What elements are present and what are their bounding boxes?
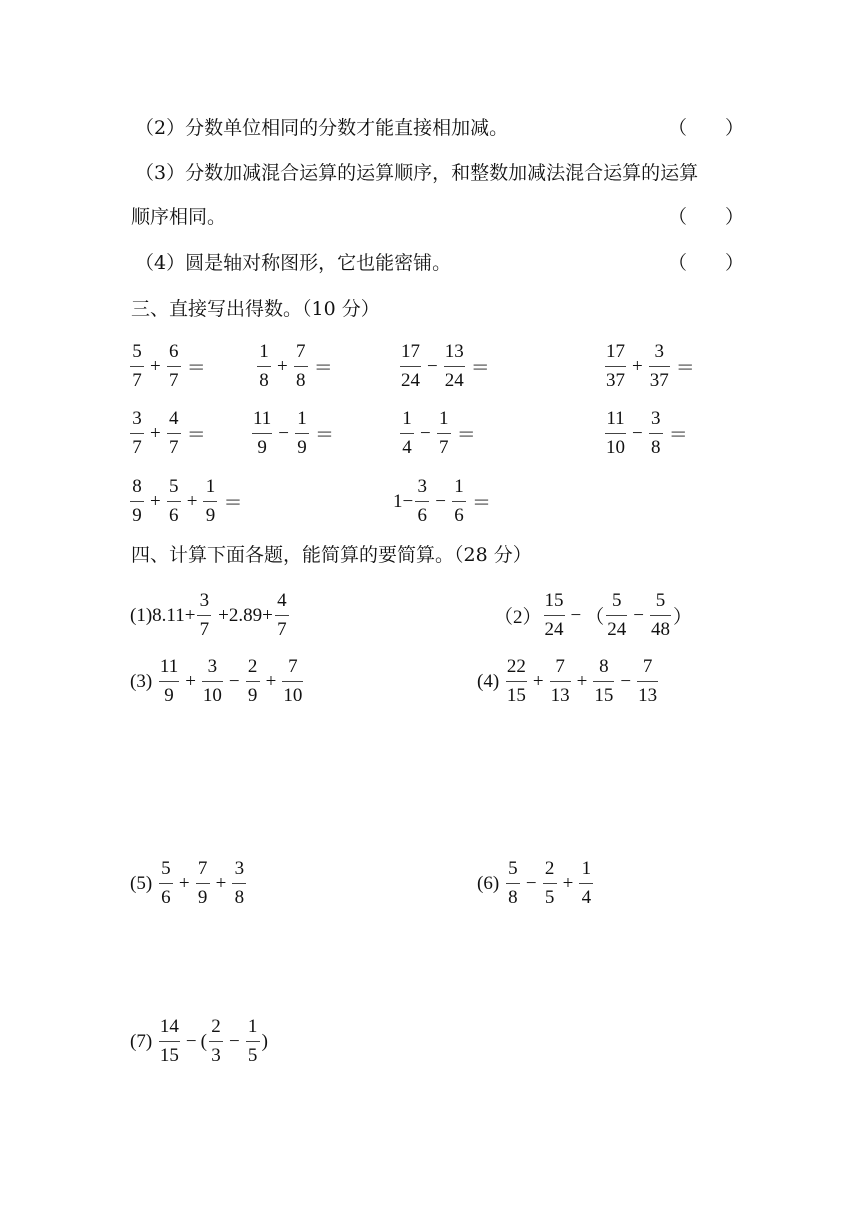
operator: −: [228, 670, 240, 692]
denominator: 15: [159, 1045, 179, 1066]
denominator: 6: [161, 887, 171, 908]
fraction-bar: [167, 366, 181, 367]
numerator: 2: [211, 1016, 221, 1037]
fraction: [649, 408, 663, 459]
expression-text: （: [585, 607, 605, 628]
numerator: 4: [168, 408, 179, 429]
oral-problem: [128, 408, 210, 459]
numerator: 11: [253, 408, 272, 429]
expression-text: (7): [130, 1030, 157, 1052]
operator: +: [150, 355, 161, 377]
operator: −: [427, 355, 438, 377]
oral-problem: [398, 341, 494, 392]
denominator: 6: [168, 505, 179, 526]
oral-problem: [128, 476, 246, 527]
fraction: [257, 341, 271, 392]
denominator: 4: [402, 437, 412, 458]
operator: ＝: [223, 493, 243, 514]
fraction: [415, 476, 429, 527]
numerator: 14: [159, 1016, 179, 1037]
fraction: [650, 590, 671, 641]
fraction: [605, 341, 626, 392]
fraction-bar: [593, 681, 614, 682]
fraction: [452, 476, 466, 527]
numerator: 5: [132, 341, 142, 362]
numerator: 1: [581, 858, 592, 879]
numerator: 7: [555, 656, 565, 677]
fraction-bar: [637, 681, 658, 682]
fraction: [209, 1016, 223, 1067]
fraction: [130, 476, 144, 527]
operator: −: [185, 1030, 197, 1052]
operator: +: [178, 872, 190, 894]
calc-problem-1: [130, 590, 291, 641]
denominator: 9: [297, 437, 307, 458]
operator: −: [633, 604, 644, 626]
numerator: 3: [650, 408, 661, 429]
denominator: 6: [454, 505, 464, 526]
expression-text: 1−: [393, 490, 414, 512]
oral-problem: [603, 341, 699, 392]
fraction-bar: [605, 433, 626, 434]
calc-problem-4: [477, 656, 660, 707]
calc-problem-2: [494, 590, 692, 641]
fraction-bar: [294, 366, 308, 367]
fraction-bar: [649, 366, 670, 367]
denominator: 9: [247, 685, 258, 706]
fraction-bar: [295, 433, 309, 434]
fraction: [400, 408, 414, 459]
oral-problem: [393, 476, 495, 527]
operator: +: [576, 670, 588, 692]
fraction: [130, 341, 144, 392]
fraction-bar: [415, 501, 429, 502]
operator: +: [532, 670, 544, 692]
fraction: [606, 590, 627, 641]
fraction: [605, 408, 626, 459]
fraction: [167, 476, 181, 527]
fraction-bar: [649, 433, 663, 434]
numerator: 5: [655, 590, 666, 611]
fraction: [202, 656, 223, 707]
numerator: 3: [654, 341, 664, 362]
fraction: [130, 408, 144, 459]
denominator: 9: [197, 887, 208, 908]
answer-paren-2[interactable]: （ ）: [668, 117, 745, 139]
fraction-bar: [605, 366, 626, 367]
numerator: 13: [444, 341, 464, 362]
operator: ＝: [471, 493, 491, 514]
numerator: 7: [642, 656, 653, 677]
expression-text: （2）: [494, 607, 542, 628]
fraction: [506, 858, 520, 909]
fraction: [649, 341, 670, 392]
denominator: 6: [417, 505, 427, 526]
numerator: 7: [197, 858, 208, 879]
denominator: 7: [168, 370, 179, 391]
denominator: 7: [132, 370, 142, 391]
operator: +: [150, 490, 161, 512]
expression-text: (6): [477, 872, 504, 894]
denominator: 8: [650, 437, 661, 458]
operator: −: [278, 422, 290, 444]
fraction-bar: [544, 615, 565, 616]
operator: ＝: [470, 358, 490, 379]
denominator: 9: [164, 685, 174, 706]
numerator: 5: [612, 590, 622, 611]
numerator: 5: [161, 858, 171, 879]
denominator: 3: [211, 1045, 221, 1066]
fraction-bar: [452, 501, 466, 502]
fraction-bar: [246, 681, 260, 682]
denominator: 4: [581, 887, 592, 908]
fraction-bar: [130, 501, 144, 502]
operator: +: [265, 670, 277, 692]
numerator: 1: [205, 476, 216, 497]
oral-problem: [398, 408, 480, 459]
fraction: [593, 656, 614, 707]
denominator: 5: [247, 1045, 258, 1066]
numerator: 5: [168, 476, 179, 497]
operator: ＝: [456, 425, 476, 446]
fraction: [159, 1016, 180, 1067]
operator: +: [186, 490, 198, 512]
operator: −: [620, 670, 632, 692]
fraction-bar: [167, 501, 181, 502]
operator: ＝: [315, 425, 335, 446]
numerator: 6: [168, 341, 179, 362]
numerator: 11: [606, 408, 625, 429]
fraction-bar: [232, 883, 246, 884]
denominator: 24: [607, 619, 627, 640]
fraction: [437, 408, 451, 459]
operator: −: [420, 422, 431, 444]
operator: ＝: [313, 358, 333, 379]
expression-text: ）: [672, 607, 692, 628]
expression-text: (: [200, 1030, 207, 1052]
denominator: 13: [638, 685, 658, 706]
fraction: [506, 656, 527, 707]
calc-problem-3: [130, 656, 305, 707]
oral-problem: [128, 341, 210, 392]
fraction: [282, 656, 303, 707]
fraction-bar: [606, 615, 627, 616]
fraction: [444, 341, 465, 392]
fraction: [167, 408, 181, 459]
oral-problem: [603, 408, 692, 459]
expression-text: (3): [130, 670, 157, 692]
operator: +: [185, 670, 196, 692]
calc-problem-7: [130, 1016, 268, 1067]
fraction: [159, 656, 179, 707]
numerator: 1: [438, 408, 449, 429]
fraction: [275, 590, 289, 641]
fraction-bar: [550, 681, 571, 682]
oral-problem: [250, 408, 338, 459]
numerator: 3: [417, 476, 427, 497]
numerator: 3: [207, 656, 218, 677]
fraction: [252, 408, 272, 459]
expression-text: (5): [130, 872, 157, 894]
fraction: [400, 341, 421, 392]
numerator: 2: [544, 858, 555, 879]
operator: −: [435, 490, 446, 512]
fraction: [550, 656, 571, 707]
fraction-bar: [275, 615, 289, 616]
denominator: 37: [649, 370, 669, 391]
fraction-bar: [506, 681, 527, 682]
fraction-bar: [252, 433, 272, 434]
numerator: 1: [259, 341, 269, 362]
numerator: 8: [132, 476, 142, 497]
numerator: 17: [401, 341, 420, 362]
numerator: 7: [295, 341, 306, 362]
fraction: [232, 858, 246, 909]
fraction-bar: [579, 883, 593, 884]
numerator: 1: [454, 476, 464, 497]
denominator: 24: [401, 370, 420, 391]
fraction: [544, 590, 565, 641]
fraction-bar: [543, 883, 557, 884]
answer-paren-3[interactable]: （ ）: [668, 206, 745, 228]
operator: ＝: [675, 358, 695, 379]
calc-problem-6: [477, 858, 595, 909]
operator: −: [570, 604, 582, 626]
fraction: [246, 656, 260, 707]
fraction: [203, 476, 217, 527]
denominator: 9: [132, 505, 142, 526]
operator: +: [277, 355, 288, 377]
denominator: 8: [259, 370, 269, 391]
numerator: 1: [247, 1016, 258, 1037]
numerator: 7: [288, 656, 298, 677]
fraction: [295, 408, 309, 459]
denominator: 13: [550, 685, 570, 706]
fraction-bar: [130, 366, 144, 367]
fraction-bar: [400, 433, 414, 434]
fraction-bar: [130, 433, 144, 434]
operator: −: [632, 422, 643, 444]
denominator: 7: [168, 437, 179, 458]
judge-item-4: （4）圆是轴对称图形，它也能密铺。: [135, 252, 452, 274]
fraction: [167, 341, 181, 392]
denominator: 7: [438, 437, 449, 458]
denominator: 10: [202, 685, 222, 706]
numerator: 17: [606, 341, 625, 362]
numerator: 22: [506, 656, 526, 677]
fraction-bar: [257, 366, 271, 367]
fraction-bar: [282, 681, 303, 682]
denominator: 7: [277, 619, 287, 640]
denominator: 9: [205, 505, 216, 526]
judge-item-3-cont: 顺序相同。: [131, 206, 227, 228]
expression-text: (1)8.11+: [130, 604, 196, 626]
operator: ＝: [186, 425, 206, 446]
denominator: 8: [295, 370, 306, 391]
operator: −: [228, 1030, 240, 1052]
numerator: 3: [234, 858, 245, 879]
numerator: 3: [199, 590, 210, 611]
fraction-bar: [246, 1041, 260, 1042]
operator: +: [562, 872, 574, 894]
section4-title: 四、计算下面各题，能简算的要简算。（28 分）: [131, 544, 532, 566]
fraction-bar: [167, 433, 181, 434]
fraction: [196, 858, 210, 909]
operator: ＝: [186, 358, 206, 379]
judge-item-2: （2）分数单位相同的分数才能直接相加减。: [135, 117, 509, 139]
numerator: 4: [277, 590, 287, 611]
denominator: 5: [544, 887, 555, 908]
denominator: 37: [606, 370, 625, 391]
numerator: 11: [159, 656, 179, 677]
denominator: 15: [506, 685, 526, 706]
fraction-bar: [650, 615, 671, 616]
fraction-bar: [400, 366, 421, 367]
fraction-bar: [196, 883, 210, 884]
fraction-bar: [159, 883, 173, 884]
answer-paren-4[interactable]: （ ）: [668, 252, 745, 274]
denominator: 7: [199, 619, 210, 640]
denominator: 24: [444, 370, 464, 391]
fraction-bar: [197, 615, 211, 616]
operator: +: [215, 872, 227, 894]
fraction-bar: [506, 883, 520, 884]
operator: −: [525, 872, 537, 894]
fraction-bar: [437, 433, 451, 434]
fraction-bar: [159, 681, 179, 682]
denominator: 9: [257, 437, 267, 458]
fraction-bar: [209, 1041, 223, 1042]
numerator: 15: [544, 590, 564, 611]
operator: +: [150, 422, 161, 444]
numerator: 2: [247, 656, 258, 677]
numerator: 8: [599, 656, 609, 677]
expression-text: ): [261, 1030, 268, 1052]
fraction-bar: [159, 1041, 180, 1042]
fraction-bar: [203, 501, 217, 502]
fraction: [159, 858, 173, 909]
operator: +: [632, 355, 643, 377]
denominator: 8: [508, 887, 518, 908]
fraction: [543, 858, 557, 909]
denominator: 24: [544, 619, 564, 640]
fraction: [637, 656, 658, 707]
fraction-bar: [202, 681, 223, 682]
numerator: 3: [132, 408, 142, 429]
expression-text: +2.89+: [213, 604, 273, 626]
operator: ＝: [668, 425, 688, 446]
fraction: [246, 1016, 260, 1067]
fraction: [197, 590, 211, 641]
denominator: 10: [283, 685, 303, 706]
judge-item-3: （3）分数加减混合运算的运算顺序，和整数加减法混合运算的运算: [135, 162, 699, 184]
denominator: 48: [650, 619, 670, 640]
denominator: 15: [594, 685, 614, 706]
numerator: 5: [508, 858, 518, 879]
section3-title: 三、直接写出得数。（10 分）: [131, 298, 380, 320]
denominator: 10: [606, 437, 625, 458]
fraction: [294, 341, 308, 392]
expression-text: (4): [477, 670, 504, 692]
denominator: 8: [234, 887, 245, 908]
numerator: 1: [402, 408, 412, 429]
numerator: 1: [297, 408, 307, 429]
denominator: 7: [132, 437, 142, 458]
calc-problem-5: [130, 858, 248, 909]
fraction: [579, 858, 593, 909]
oral-problem: [255, 341, 337, 392]
fraction-bar: [444, 366, 465, 367]
